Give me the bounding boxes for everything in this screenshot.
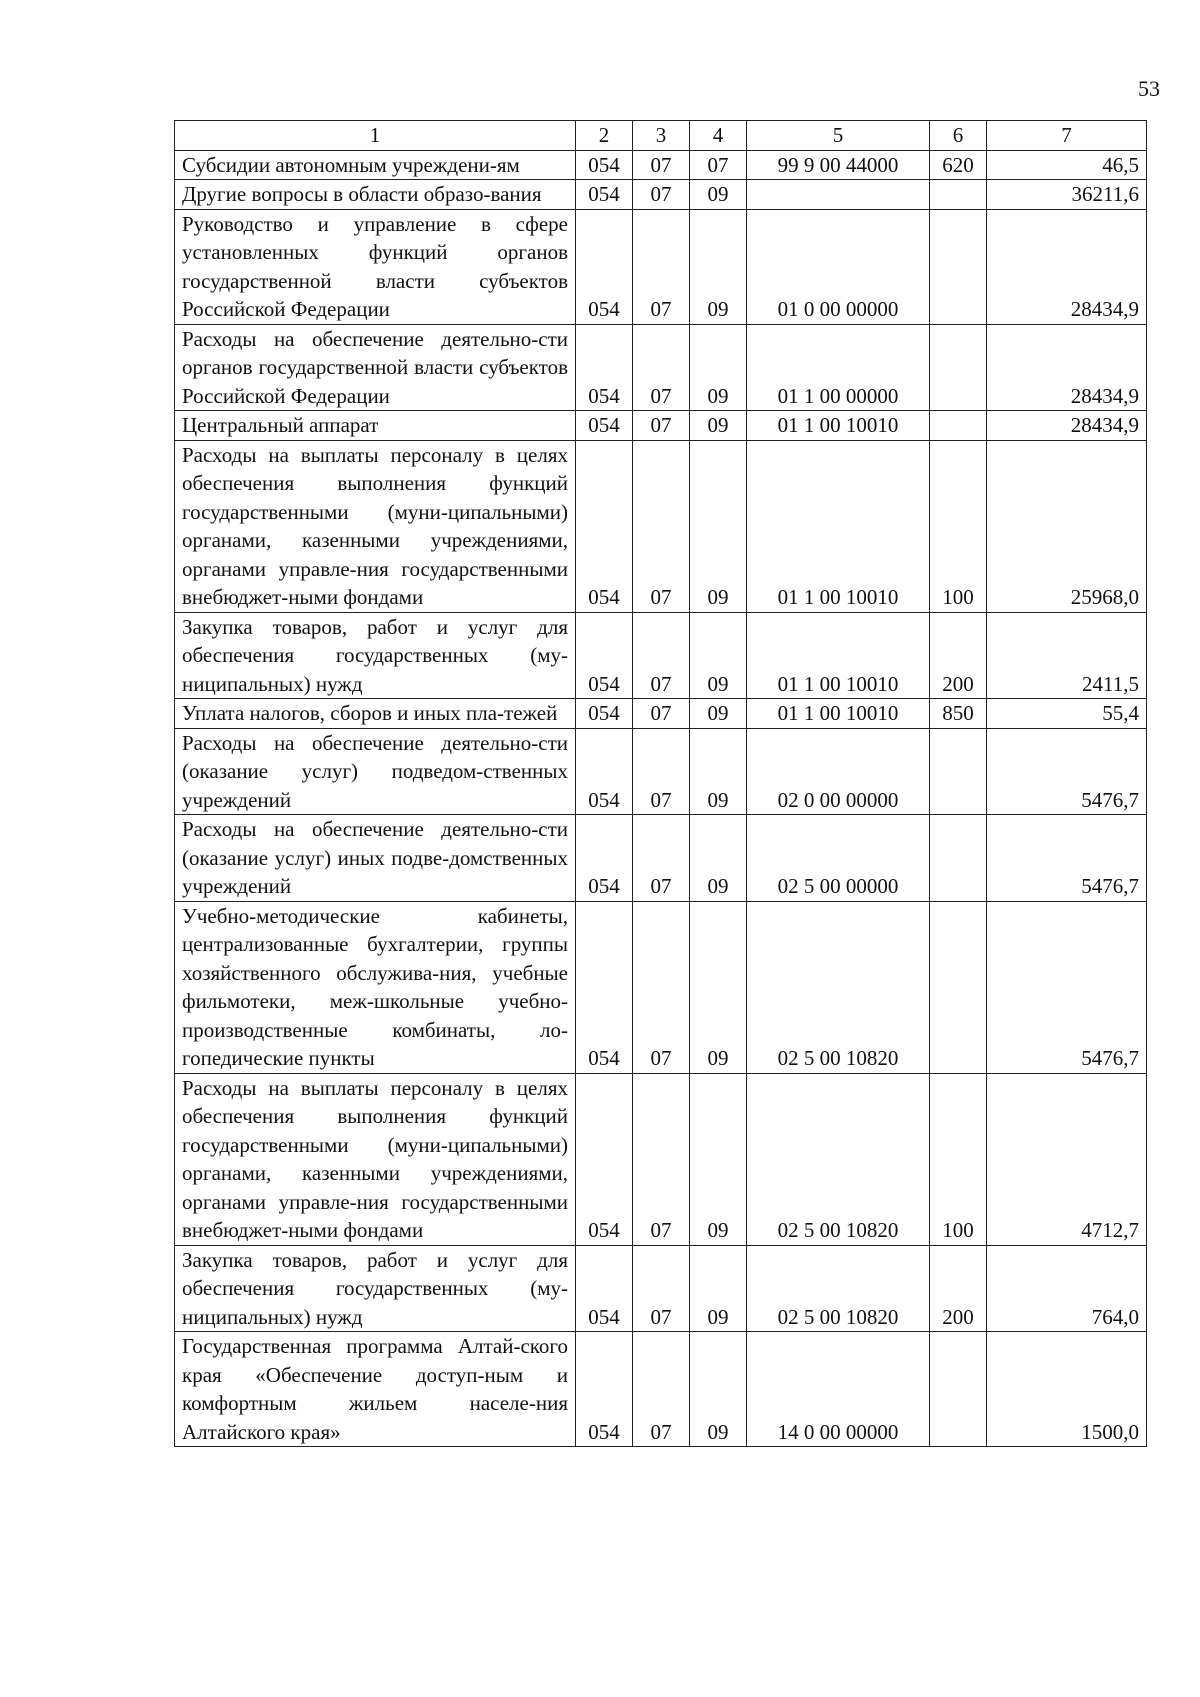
row-name-cell: Другие вопросы в области образо-вания: [175, 180, 576, 210]
row-pr-cell: 09: [690, 1332, 747, 1447]
row-pr-cell: 09: [690, 699, 747, 729]
table-row: [175, 901, 1147, 1073]
row-sum-cell: 28434,9: [987, 209, 1147, 324]
row-ved-cell: 054: [576, 815, 633, 902]
row-rz-cell: 07: [633, 901, 690, 1073]
row-csr-cell: 02 5 00 10820: [747, 1245, 930, 1332]
table-row: [175, 1073, 1147, 1245]
row-vr-cell: [930, 324, 987, 411]
row-rz-cell: 07: [633, 1245, 690, 1332]
row-csr-cell: 14 0 00 00000: [747, 1332, 930, 1447]
row-vr-cell: 100: [930, 440, 987, 612]
row-csr-cell: 01 1 00 10010: [747, 411, 930, 441]
row-pr-cell: 09: [690, 411, 747, 441]
row-rz-cell: 07: [633, 1332, 690, 1447]
row-pr-cell: 09: [690, 209, 747, 324]
row-name-cell: Государственная программа Алтай-ского края «Обеспечение доступ-ным и комфортным жильем населе-ния Алтайского края»: [175, 1332, 576, 1447]
row-sum-cell: 25968,0: [987, 440, 1147, 612]
row-csr-cell: 01 0 00 00000: [747, 209, 930, 324]
row-rz-cell: 07: [633, 411, 690, 441]
row-sum-cell: 28434,9: [987, 411, 1147, 441]
row-pr-cell: 09: [690, 1245, 747, 1332]
row-ved-cell: 054: [576, 180, 633, 210]
row-vr-cell: 200: [930, 1245, 987, 1332]
row-pr-cell: 09: [690, 728, 747, 815]
row-sum-cell: 36211,6: [987, 180, 1147, 210]
row-ved-cell: 054: [576, 1332, 633, 1447]
table-row: [175, 699, 1147, 729]
row-name-cell: Центральный аппарат: [175, 411, 576, 441]
row-rz-cell: 07: [633, 728, 690, 815]
row-pr-cell: 09: [690, 180, 747, 210]
row-sum-cell: 55,4: [987, 699, 1147, 729]
table-row: [175, 1245, 1147, 1332]
table-row: [175, 1332, 1147, 1447]
budget-table: [174, 120, 1147, 1447]
row-name-cell: Уплата налогов, сборов и иных пла-тежей: [175, 699, 576, 729]
row-vr-cell: [930, 180, 987, 210]
row-pr-cell: 09: [690, 324, 747, 411]
table-row: [175, 324, 1147, 411]
row-pr-cell: 09: [690, 440, 747, 612]
row-csr-cell: 02 0 00 00000: [747, 728, 930, 815]
header-cell-4: 4: [690, 121, 747, 151]
header-cell-5: 5: [747, 121, 930, 151]
row-csr-cell: 01 1 00 10010: [747, 699, 930, 729]
row-sum-cell: 28434,9: [987, 324, 1147, 411]
row-pr-cell: 07: [690, 150, 747, 180]
row-vr-cell: [930, 1332, 987, 1447]
table-header-row: [175, 121, 1147, 151]
row-name-cell: Субсидии автономным учреждени-ям: [175, 150, 576, 180]
row-rz-cell: 07: [633, 815, 690, 902]
row-rz-cell: 07: [633, 209, 690, 324]
row-sum-cell: 5476,7: [987, 815, 1147, 902]
row-sum-cell: 764,0: [987, 1245, 1147, 1332]
row-vr-cell: [930, 901, 987, 1073]
row-sum-cell: 4712,7: [987, 1073, 1147, 1245]
row-csr-cell: 02 5 00 10820: [747, 1073, 930, 1245]
row-vr-cell: [930, 728, 987, 815]
row-vr-cell: [930, 209, 987, 324]
row-csr-cell: 01 1 00 00000: [747, 324, 930, 411]
row-sum-cell: 2411,5: [987, 612, 1147, 699]
row-pr-cell: 09: [690, 1073, 747, 1245]
table-row: [175, 180, 1147, 210]
table-row: [175, 150, 1147, 180]
row-name-cell: Закупка товаров, работ и услуг для обеспечения государственных (му-ниципальных) нужд: [175, 612, 576, 699]
row-pr-cell: 09: [690, 612, 747, 699]
row-rz-cell: 07: [633, 699, 690, 729]
row-csr-cell: [747, 180, 930, 210]
row-rz-cell: 07: [633, 1073, 690, 1245]
row-ved-cell: 054: [576, 1073, 633, 1245]
row-rz-cell: 07: [633, 612, 690, 699]
header-cell-7: 7: [987, 121, 1147, 151]
row-name-cell: Расходы на обеспечение деятельно-сти органов государственной власти субъектов Российской Федерации: [175, 324, 576, 411]
row-name-cell: Закупка товаров, работ и услуг для обеспечения государственных (му-ниципальных) нужд: [175, 1245, 576, 1332]
table-row: [175, 440, 1147, 612]
row-csr-cell: 99 9 00 44000: [747, 150, 930, 180]
row-ved-cell: 054: [576, 411, 633, 441]
row-ved-cell: 054: [576, 699, 633, 729]
row-vr-cell: [930, 815, 987, 902]
row-sum-cell: 46,5: [987, 150, 1147, 180]
row-name-cell: Расходы на выплаты персоналу в целях обеспечения выполнения функций государственными (муни-ципальными) органами, казенными учреждениями, органами управле-ния государственными внебюджет-ными фондами: [175, 440, 576, 612]
row-ved-cell: 054: [576, 150, 633, 180]
row-pr-cell: 09: [690, 815, 747, 902]
row-sum-cell: 5476,7: [987, 901, 1147, 1073]
row-csr-cell: 02 5 00 10820: [747, 901, 930, 1073]
row-ved-cell: 054: [576, 728, 633, 815]
row-ved-cell: 054: [576, 324, 633, 411]
row-pr-cell: 09: [690, 901, 747, 1073]
row-rz-cell: 07: [633, 324, 690, 411]
row-vr-cell: 620: [930, 150, 987, 180]
row-vr-cell: 200: [930, 612, 987, 699]
row-ved-cell: 054: [576, 901, 633, 1073]
row-sum-cell: 5476,7: [987, 728, 1147, 815]
row-sum-cell: 1500,0: [987, 1332, 1147, 1447]
row-rz-cell: 07: [633, 440, 690, 612]
row-ved-cell: 054: [576, 612, 633, 699]
header-cell-2: 2: [576, 121, 633, 151]
header-cell-6: 6: [930, 121, 987, 151]
table-row: [175, 411, 1147, 441]
table-row: [175, 209, 1147, 324]
row-name-cell: Расходы на выплаты персоналу в целях обеспечения выполнения функций государственными (муни-ципальными) органами, казенными учреждениями, органами управле-ния государственными внебюджет-ными фондами: [175, 1073, 576, 1245]
table-row: [175, 815, 1147, 902]
page-number: 53: [1138, 76, 1160, 101]
row-vr-cell: [930, 411, 987, 441]
table-row: [175, 612, 1147, 699]
row-ved-cell: 054: [576, 209, 633, 324]
row-ved-cell: 054: [576, 440, 633, 612]
row-name-cell: Учебно-методические кабинеты, централизованные бухгалтерии, группы хозяйственного обслужива-ния, учебные фильмотеки, меж-школьные учебно-производственные комбинаты, ло-гопедические пункты: [175, 901, 576, 1073]
row-rz-cell: 07: [633, 180, 690, 210]
row-ved-cell: 054: [576, 1245, 633, 1332]
header-cell-3: 3: [633, 121, 690, 151]
header-cell-1: 1: [175, 121, 576, 151]
row-name-cell: Расходы на обеспечение деятельно-сти (оказание услуг) иных подве-домственных учреждений: [175, 815, 576, 902]
row-csr-cell: 01 1 00 10010: [747, 440, 930, 612]
row-rz-cell: 07: [633, 150, 690, 180]
row-vr-cell: 850: [930, 699, 987, 729]
table-row: [175, 728, 1147, 815]
row-name-cell: Расходы на обеспечение деятельно-сти (оказание услуг) подведом-ственных учреждений: [175, 728, 576, 815]
row-csr-cell: 01 1 00 10010: [747, 612, 930, 699]
row-csr-cell: 02 5 00 00000: [747, 815, 930, 902]
row-name-cell: Руководство и управление в сфере установленных функций органов государственной власти субъектов Российской Федерации: [175, 209, 576, 324]
row-vr-cell: 100: [930, 1073, 987, 1245]
